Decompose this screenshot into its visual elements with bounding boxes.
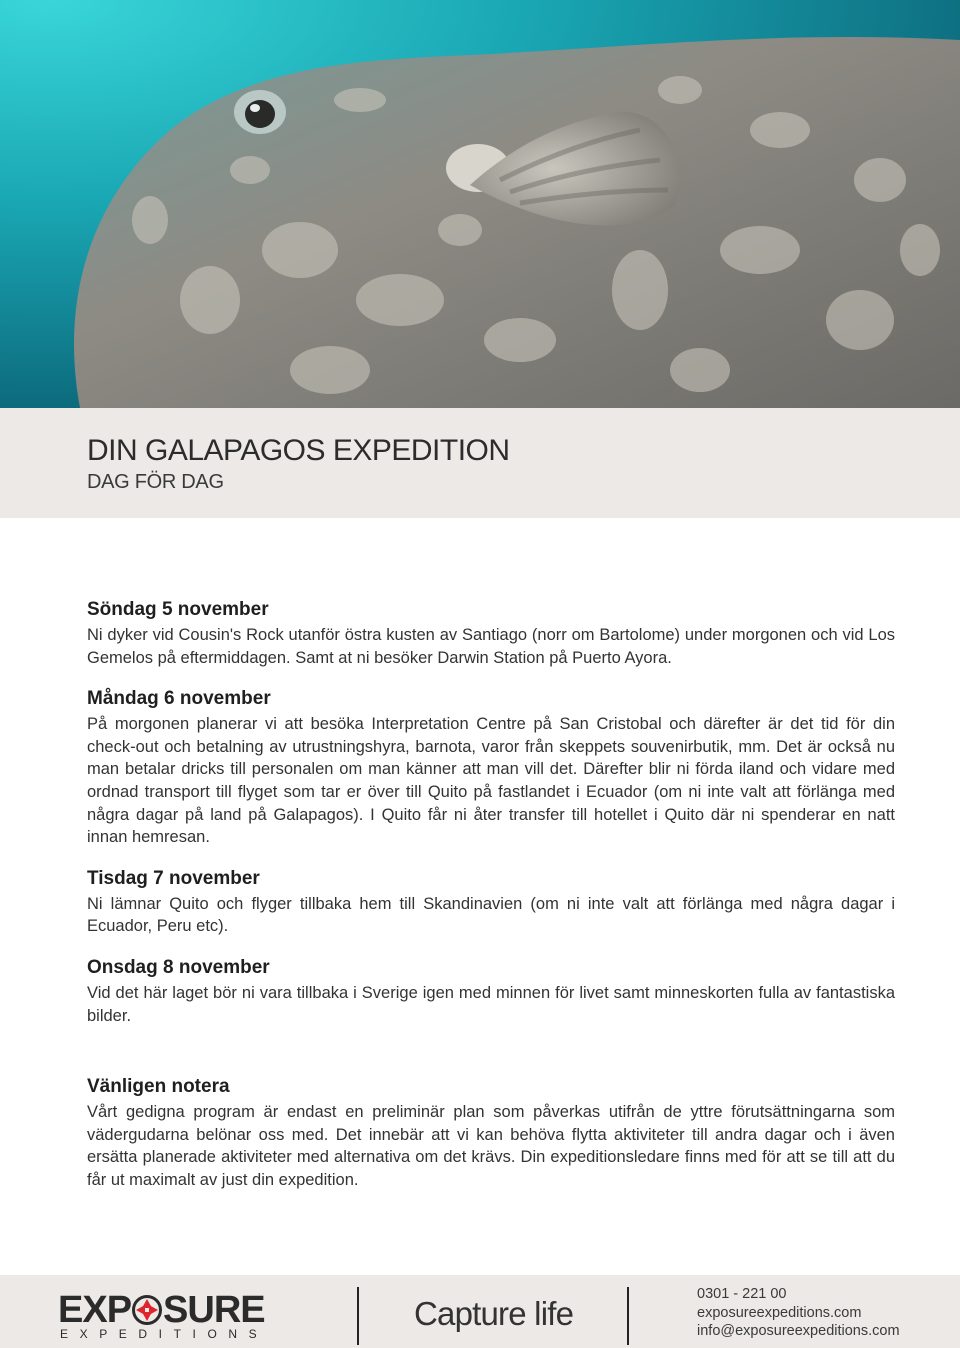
note-text: Vårt gedigna program är endast en preliminär plan som påverkas utifrån de yttre förutsättningarna som vädergudarna belönar oss med. Det innebär att vi kan behöva flytta aktiviteter till andra dagar och i även ersätta planerade aktiviteter med alternativa om det krävs. Din expeditionsledare finns med för att se till att du får ut maximalt av just din expedition. <box>87 1103 895 1189</box>
footer <box>0 1275 960 1348</box>
day-section <box>87 956 895 1027</box>
phone-number: 0301 - 221 00 <box>697 1286 787 1302</box>
day-section <box>87 687 895 849</box>
logo-wordmark <box>58 1291 265 1329</box>
email-link[interactable]: info@exposureexpeditions.com <box>697 1323 900 1339</box>
logo-subtitle: EXPEDITIONS <box>60 1327 269 1341</box>
logo-word-right: SURE <box>163 1289 265 1331</box>
day-heading: Onsdag 8 november <box>87 956 270 978</box>
footer-divider <box>357 1287 359 1345</box>
tagline: Capture life <box>414 1295 574 1332</box>
day-heading: Tisdag 7 november <box>87 867 260 889</box>
page-subtitle: DAG FÖR DAG <box>87 471 224 493</box>
footer-divider <box>627 1287 629 1345</box>
website-link[interactable]: exposureexpeditions.com <box>697 1304 862 1321</box>
day-text: Ni dyker vid Cousin's Rock utanför östra kusten av Santiago (norr om Bartolome) under morgonen och vid Los Gemelos på eftermiddagen. Samt at ni besöker Darwin Station på Puerto Ayora. <box>87 626 895 667</box>
hero-image <box>0 0 960 408</box>
day-section <box>87 867 895 938</box>
page-title: DIN GALAPAGOS EXPEDITION <box>87 434 510 467</box>
day-section <box>87 598 895 669</box>
day-heading: Söndag 5 november <box>87 599 269 620</box>
day-text: På morgonen planerar vi att besöka Interpretation Centre på San Cristobal och därefter är det tid för din check-out och betalning av utrustningshyra, barnota, varor från skeppets souvenirbutik, mm. Det är också nu man betalar dricks till personalen om man känner att man vill det. Därefter blir ni förda iland och vidare med ordnad transport till flyget som tar er över till Quito på fastlandet i Ecuador (om ni inte valt att förlänga med några dagar på land på Galapagos). I Quito får ni åter transfer till hotellet i Quito där ni spenderar en natt innan hemresan. <box>87 715 895 847</box>
day-text: Vid det här laget bör ni vara tillbaka i Sverige igen med minnen för livet samt minneskorten fulla av fantastiska bilder. <box>87 983 895 1025</box>
day-text: Ni lämnar Quito och flyger tillbaka hem till Skandinavien (om ni inte valt att förlänga med några dagar i Ecuador, Peru etc). <box>87 894 895 936</box>
contact-block <box>697 1285 900 1341</box>
itinerary <box>87 598 895 1210</box>
title-band <box>0 408 960 518</box>
exposure-logo <box>58 1291 278 1341</box>
day-heading: Måndag 6 november <box>87 688 271 710</box>
note-section <box>87 1075 895 1191</box>
aperture-logo-icon <box>132 1294 162 1324</box>
logo-word-left: EXP <box>58 1289 132 1331</box>
note-heading: Vänligen notera <box>87 1076 230 1098</box>
sunfish-photo-icon <box>0 0 960 408</box>
